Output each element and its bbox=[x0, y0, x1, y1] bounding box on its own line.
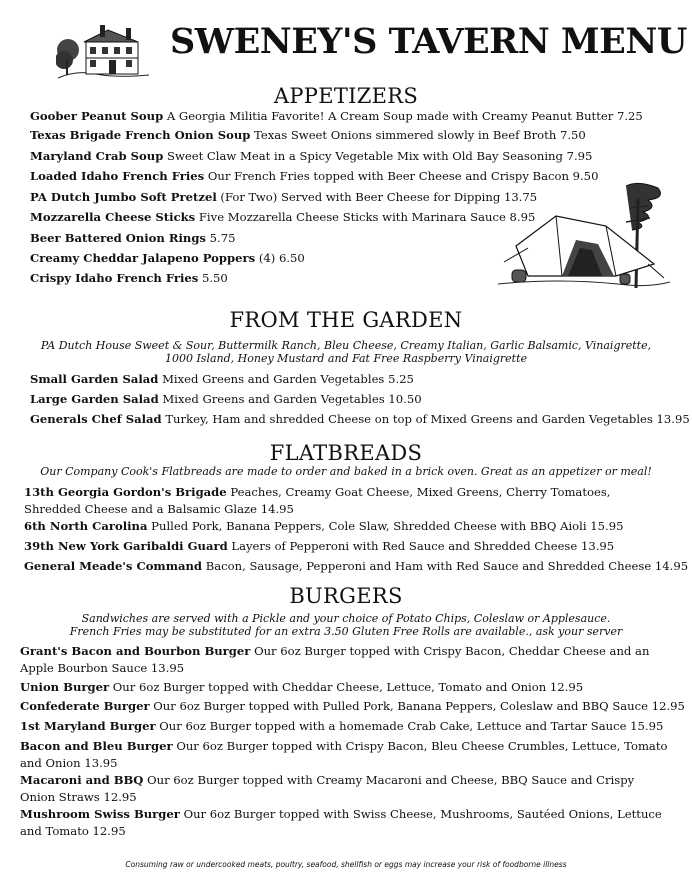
item-desc: Peaches, Creamy Goat Cheese, Mixed Greens, Cherry Tomatoes, Shredded Cheese and a Balsamic Glaze bbox=[24, 485, 611, 516]
item-price: 7.50 bbox=[559, 128, 586, 142]
item-name: Large Garden Salad bbox=[30, 392, 159, 406]
item-desc: Sweet Claw Meat in a Spicy Vegetable Mix with Old Bay Seasoning bbox=[167, 149, 563, 163]
flatbreads-intro: Our Company Cook's Flatbreads are made to order and baked in a brick oven. Great as an appetizer or meal! bbox=[40, 465, 652, 478]
item-price: 12.95 bbox=[651, 699, 685, 713]
garden-heading: FROM THE GARDEN bbox=[229, 308, 463, 332]
item-price: 15.95 bbox=[630, 719, 664, 733]
menu-item bbox=[24, 518, 623, 535]
menu-item bbox=[30, 168, 598, 185]
item-desc: Our French Fries topped with Beer Cheese and Crispy Bacon bbox=[207, 169, 569, 183]
menu-item bbox=[24, 538, 614, 555]
item-price: 6.50 bbox=[278, 251, 305, 265]
appetizers-heading: APPETIZERS bbox=[273, 84, 419, 108]
menu-item bbox=[30, 371, 414, 388]
item-name: Texas Brigade French Onion Soup bbox=[30, 128, 251, 142]
menu-item bbox=[20, 772, 670, 806]
item-price: 15.95 bbox=[590, 519, 624, 533]
item-desc: Pulled Pork, Banana Peppers, Cole Slaw, Shredded Cheese with BBQ Aioli bbox=[151, 519, 587, 533]
item-name: Beer Battered Onion Rings bbox=[30, 231, 206, 245]
item-desc: Layers of Pepperoni with Red Sauce and Shredded Cheese bbox=[231, 539, 578, 553]
item-price: 5.75 bbox=[209, 231, 236, 245]
tavern-house-illustration bbox=[56, 20, 151, 82]
burgers-intro: French Fries may be substituted for an extra 3.50 Gluten Free Rolls are available., ask your server bbox=[69, 625, 623, 638]
item-name: Macaroni and BBQ bbox=[20, 773, 144, 787]
item-name: 39th New York Garibaldi Guard bbox=[24, 539, 228, 553]
item-desc: Our 6oz Burger topped with a homemade Crab Cake, Lettuce and Tartar Sauce bbox=[159, 719, 627, 733]
item-desc: Five Mozzarella Cheese Sticks with Marinara Sauce bbox=[198, 210, 506, 224]
menu-item bbox=[20, 806, 670, 840]
menu-item bbox=[30, 148, 592, 165]
item-name: Mushroom Swiss Burger bbox=[20, 807, 180, 821]
item-desc: (For Two) Served with Beer Cheese for Dipping bbox=[220, 190, 501, 204]
item-desc: (4) bbox=[258, 251, 276, 265]
menu-item bbox=[30, 127, 586, 144]
menu-item bbox=[30, 230, 235, 247]
item-name: Confederate Burger bbox=[20, 699, 150, 713]
item-price: 7.25 bbox=[616, 109, 643, 123]
menu-item bbox=[30, 270, 228, 287]
menu-item bbox=[24, 484, 644, 518]
item-desc: Mixed Greens and Garden Vegetables bbox=[162, 392, 385, 406]
menu-item bbox=[30, 108, 643, 125]
item-price: 12.95 bbox=[92, 824, 126, 838]
burgers-heading: BURGERS bbox=[289, 584, 403, 608]
item-price: 12.95 bbox=[549, 680, 584, 694]
foodborne-illness-disclaimer: Consuming raw or undercooked meats, poultry, seafood, shellfish or eggs may increase your risk of foodborne illness bbox=[125, 860, 567, 869]
menu-item bbox=[24, 558, 688, 575]
item-name: 6th North Carolina bbox=[24, 519, 148, 533]
item-price: 7.95 bbox=[566, 149, 593, 163]
menu-item bbox=[30, 250, 305, 267]
burgers-intro: Sandwiches are served with a Pickle and your choice of Potato Chips, Coleslaw or Applesauce. bbox=[81, 612, 611, 625]
dressings-line: 1000 Island, Honey Mustard and Fat Free Raspberry Vinaigrette bbox=[164, 352, 528, 365]
item-name: General Meade's Command bbox=[24, 559, 203, 573]
item-desc: Bacon, Sausage, Pepperoni and Ham with Red Sauce and Shredded Cheese bbox=[205, 559, 652, 573]
item-name: Goober Peanut Soup bbox=[30, 109, 164, 123]
item-price: 13.95 bbox=[656, 412, 690, 426]
item-name: PA Dutch Jumbo Soft Pretzel bbox=[30, 190, 217, 204]
item-desc: Our 6oz Burger topped with Creamy Macaroni and Cheese, BBQ Sauce and Crispy Onion Straws bbox=[20, 773, 635, 804]
item-name: Grant's Bacon and Bourbon Burger bbox=[20, 644, 251, 658]
item-price: 14.95 bbox=[654, 559, 689, 573]
menu-item bbox=[30, 411, 690, 428]
item-name: 13th Georgia Gordon's Brigade bbox=[24, 485, 227, 499]
item-desc: Turkey, Ham and shredded Cheese on top of Mixed Greens and Garden Vegetables bbox=[165, 412, 653, 426]
menu-item bbox=[20, 679, 583, 696]
item-price: 13.95 bbox=[84, 756, 118, 770]
item-name: Mozzarella Cheese Sticks bbox=[30, 210, 196, 224]
item-desc: Our 6oz Burger topped with Cheddar Cheese, Lettuce, Tomato and Onion bbox=[112, 680, 547, 694]
item-price: 13.95 bbox=[580, 539, 615, 553]
flatbreads-heading: FLATBREADS bbox=[269, 441, 423, 465]
menu-item bbox=[20, 643, 670, 677]
item-name: 1st Maryland Burger bbox=[20, 719, 156, 733]
item-desc: A Georgia Militia Favorite! A Cream Soup made with Creamy Peanut Butter bbox=[166, 109, 614, 123]
menu-item bbox=[30, 391, 422, 408]
item-desc: Mixed Greens and Garden Vegetables bbox=[162, 372, 385, 386]
item-price: 8.95 bbox=[509, 210, 536, 224]
item-name: Maryland Crab Soup bbox=[30, 149, 164, 163]
menu-title: SWENEY'S TAVERN MENU bbox=[170, 21, 687, 62]
item-desc: Our 6oz Burger topped with Crispy Bacon, Bleu Cheese Crumbles, Lettuce, Tomato and Onion bbox=[20, 739, 668, 770]
menu-item bbox=[20, 738, 670, 772]
item-name: Crispy Idaho French Fries bbox=[30, 271, 199, 285]
item-price: 9.50 bbox=[572, 169, 599, 183]
menu-item bbox=[30, 209, 535, 226]
item-name: Union Burger bbox=[20, 680, 110, 694]
menu-item bbox=[20, 718, 663, 735]
item-desc: Texas Sweet Onions simmered slowly in Beef Broth bbox=[254, 128, 557, 142]
item-desc: Our 6oz Burger topped with Swiss Cheese, Mushrooms, Sautéed Onions, Lettuce and Tomato bbox=[20, 807, 662, 838]
item-name: Creamy Cheddar Jalapeno Poppers bbox=[30, 251, 256, 265]
item-name: Loaded Idaho French Fries bbox=[30, 169, 205, 183]
menu-item bbox=[20, 698, 685, 715]
menu-item bbox=[30, 189, 537, 206]
item-desc: Our 6oz Burger topped with Pulled Pork, Banana Peppers, Coleslaw and BBQ Sauce bbox=[153, 699, 649, 713]
item-price: 5.25 bbox=[388, 372, 414, 386]
item-price: 5.50 bbox=[201, 271, 228, 285]
item-price: 12.95 bbox=[103, 790, 137, 804]
item-price: 13.75 bbox=[503, 190, 538, 204]
item-price: 10.50 bbox=[388, 392, 422, 406]
dressings-line: PA Dutch House Sweet & Sour, Buttermilk Ranch, Bleu Cheese, Creamy Italian, Garlic Balsamic, Vinaigrette, bbox=[40, 339, 652, 352]
item-price: 14.95 bbox=[260, 502, 294, 516]
item-name: Small Garden Salad bbox=[30, 372, 159, 386]
item-price: 13.95 bbox=[150, 661, 185, 675]
item-name: Bacon and Bleu Burger bbox=[20, 739, 173, 753]
item-name: Generals Chef Salad bbox=[30, 412, 162, 426]
item-desc: Our 6oz Burger topped with Crispy Bacon, Cheddar Cheese and an Apple Bourbon Sauce bbox=[20, 644, 650, 675]
